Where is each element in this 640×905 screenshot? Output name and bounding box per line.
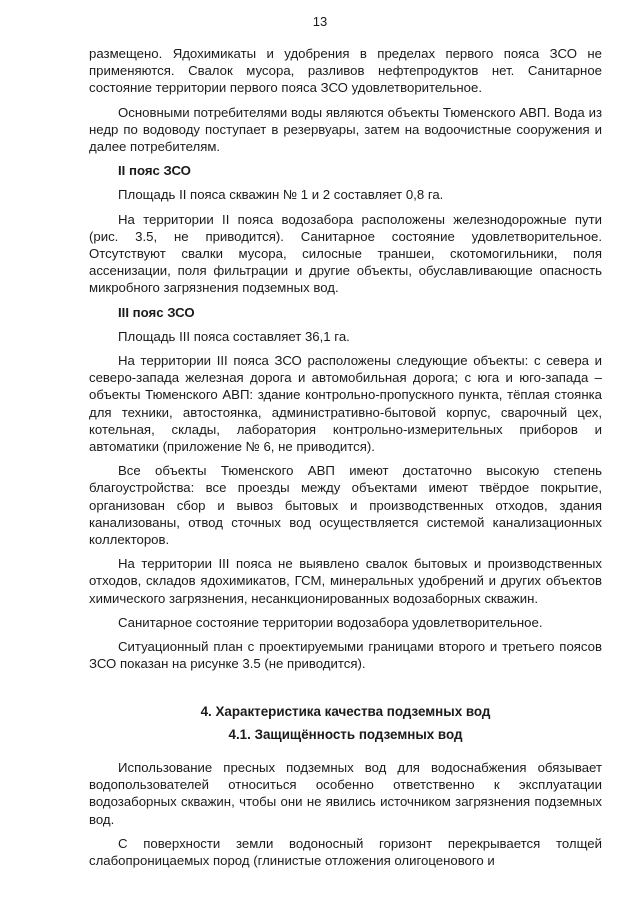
section-4-heading: 4. Характеристика качества подземных вод (200, 703, 491, 719)
page-body (89, 45, 602, 876)
paragraph: Основными потребителями воды являются объекты Тюменского АВП. Вода из недр по водоводу поступает в резервуары, затем на водоочистные сооружения и далее потребителям. (89, 104, 602, 155)
paragraph: Использование пресных подземных вод для водоснабжения обязывает водопользователей относиться особенно ответственно к эксплуатации водозаборных скважин, чтобы они не явились источником загрязнения подземных вод. (89, 759, 602, 827)
zone-3-heading: III пояс ЗСО (118, 304, 195, 320)
zone-2-heading: II пояс ЗСО (118, 163, 191, 179)
paragraph: С поверхности земли водоносный горизонт перекрывается толщей слабопроницаемых пород (глинистые отложения олигоценового и (89, 835, 602, 868)
paragraph: размещено. Ядохимикаты и удобрения в пределах первого пояса ЗСО не применяются. Свалок мусора, разливов нефтепродуктов нет. Санитарное состояние территории первого пояса ЗСО удовлетворительное. (89, 46, 602, 96)
paragraph: Санитарное состояние территории водозабора удовлетворительное. (118, 614, 543, 630)
paragraph: Все объекты Тюменского АВП имеют достаточно высокую степень благоустройства: все проезды между объектами имеют твёрдое покрытие, организован сбор и вывоз бытовых и производственных отходов, здания канализованы, отвод сточных вод осуществляется системой канализационных коллекторов. (89, 463, 602, 548)
paragraph: На территории II пояса водозабора расположены железнодорожные пути (рис. 3.5, не приводится). Санитарное состояние удовлетворительное. Отсутствуют свалки мусора, силосные траншеи, скотомогильники, поля ассенизации, поля фильтрации и другие объекты, обуславливающие опасность микробного загрязнения подземных вод. (89, 211, 602, 296)
paragraph: Площадь II пояса скважин № 1 и 2 составляет 0,8 га. (118, 187, 444, 203)
paragraph: Площадь III пояса составляет 36,1 га. (118, 328, 350, 344)
paragraph: На территории III пояса не выявлено свалок бытовых и производственных отходов, складов ядохимикатов, ГСМ, минеральных удобрений и других объектов химического загрязнения, несанкционированных водозаборных скважин. (89, 556, 602, 606)
paragraph: На территории III пояса ЗСО расположены следующие объекты: с севера и северо-запада железная дорога и автомобильная дорога; с юга и юго-запада – объекты Тюменского АВП: здание контрольно-пропускного пункта, тёплая стоянка для техники, автостоянка, административно-бытовой корпус, сварочный цех, котельная, склады, лаборатория контрольно-измерительных приборов и автоматики (приложение № 6, не приводится). (89, 353, 602, 455)
section-4-1-heading: 4.1. Защищённость подземных вод (228, 726, 463, 742)
paragraph: Ситуационный план с проектируемыми границами второго и третьего поясов ЗСО показан на рисунке 3.5 (не приводится). (89, 639, 602, 672)
page-number: 13 (312, 14, 328, 29)
